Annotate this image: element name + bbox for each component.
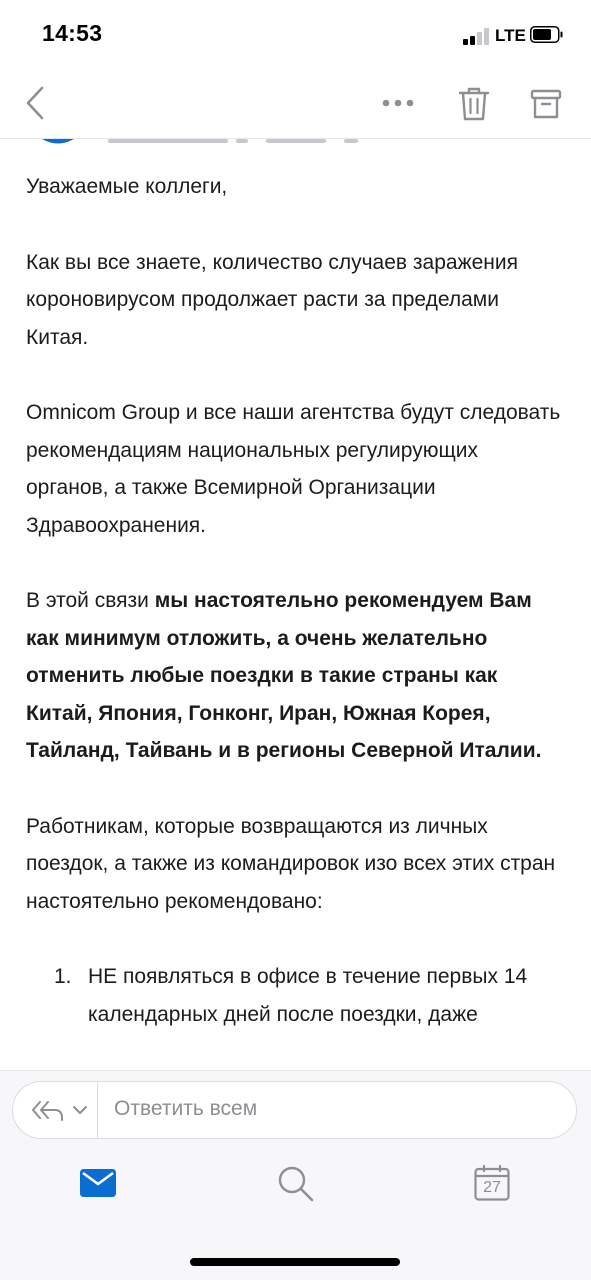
search-icon[interactable] (277, 1165, 315, 1203)
list-item (26, 958, 566, 1033)
email-paragraph-1: Как вы все знаете, количество случаев заражения короновирусом продолжает расти за пределами Китая. (26, 250, 519, 349)
reply-all-icon[interactable] (31, 1100, 65, 1122)
reply-all-field[interactable] (12, 1081, 577, 1139)
signal-icon (463, 28, 491, 45)
archive-icon[interactable] (530, 88, 562, 120)
email-body (26, 168, 566, 1033)
list-item-text: НЕ появляться в офисе в течение первых 14 календарных дней после поездки, даже (88, 965, 528, 1026)
recommendation-list (26, 958, 566, 1033)
battery-icon (530, 26, 563, 43)
email-paragraph-2: Omnicom Group и все наши агентства будут следовать рекомендациям национальных регулирующих органов, а также Всемирной Организации Здравоохранения. (26, 401, 561, 537)
reply-placeholder[interactable]: Ответить всем (114, 1097, 258, 1120)
reply-separator (97, 1082, 98, 1138)
message-toolbar (0, 72, 591, 138)
mail-icon[interactable] (80, 1169, 116, 1197)
sender-row-peek (0, 139, 591, 149)
network-label: LTE (495, 26, 526, 45)
status-bar (0, 0, 591, 72)
calendar-day: 27 (483, 1179, 501, 1196)
email-paragraph-3 (26, 582, 566, 770)
paragraph-3-intro: В этой связи (26, 589, 155, 612)
chevron-down-icon[interactable] (72, 1105, 88, 1115)
calendar-icon[interactable] (474, 1165, 510, 1201)
email-greeting: Уважаемые коллеги, (26, 175, 228, 198)
list-item-number: 1. (54, 965, 72, 988)
trash-icon[interactable] (458, 86, 490, 122)
email-paragraph-4: Работникам, которые возвращаются из личных поездок, а также из командировок изо всех этих стран настоятельно рекомендовано: (26, 814, 556, 913)
back-chevron-icon[interactable] (24, 86, 46, 120)
bottom-panel (0, 1070, 591, 1280)
paragraph-3-emphasis: мы настоятельно рекомендуем Вам как минимум отложить, а очень желательно отменить любые поездки в такие страны как Китай, Япония, Гонконг, Иран, Южная Корея, Тайланд, Тайвань и в регионы Северной Италии. (26, 589, 542, 762)
more-icon[interactable] (382, 99, 414, 107)
status-time: 14:53 (42, 20, 103, 46)
home-indicator (190, 1258, 400, 1266)
